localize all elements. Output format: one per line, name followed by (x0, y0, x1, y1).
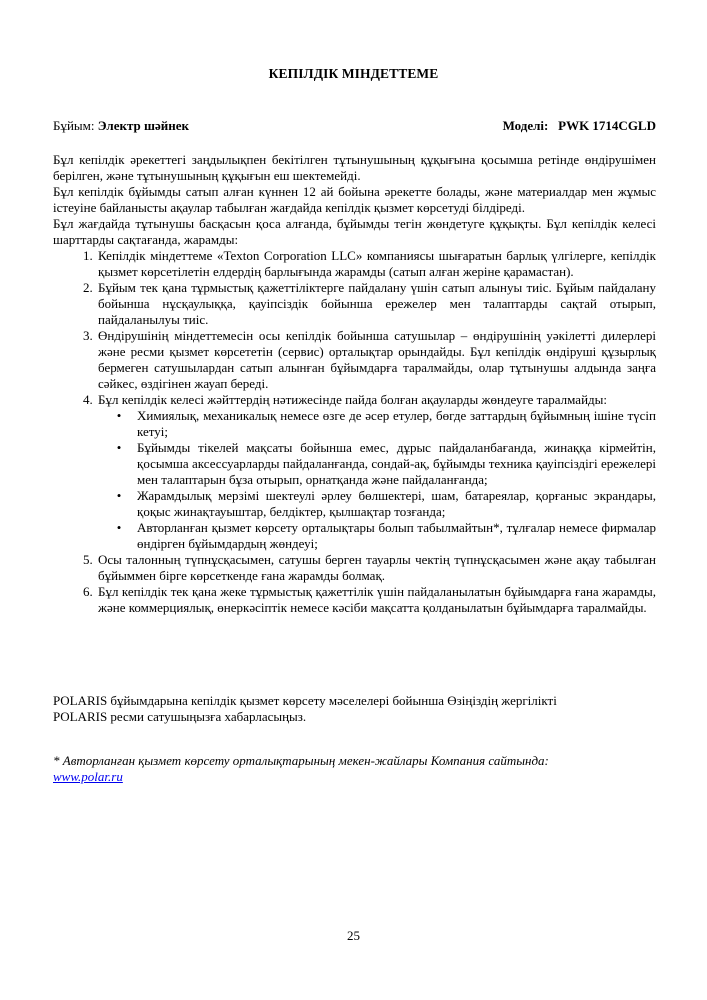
document-title: КЕПІЛДІК МІНДЕТТЕМЕ (268, 66, 439, 81)
footnote-text: * Авторланған қызмет көрсету орталықтарының мекен-жайлары Компания сайтында: (53, 753, 549, 768)
exclusion-item (116, 440, 656, 488)
bullet-icon: • (116, 408, 122, 423)
intro-paragraph: Бұл кепілдік бұйымды сатып алған күннен 12 ай бойына әрекетте болады, және материалдар мен жұмыс істеуіне байланысты ақаулар табылған жағдайда кепілдік қызмет көрсетуді білдіреді. (53, 184, 656, 215)
bullet-icon: • (116, 520, 122, 535)
model-value: PWK 1714CGLD (558, 118, 656, 133)
exclusions-list (53, 408, 656, 552)
footnote (53, 753, 656, 785)
product-label: Бұйым: (53, 118, 95, 133)
condition-item: 6. Бұл кепілдік тек қана жеке тұрмыстық қажеттілік үшін пайдаланылатын бұйымдарға ғана жарамды, және коммерциялық, өнеркәсіптік немесе кәсіби мақсатта қолданылатын бұйымдарға таралмайды. (96, 584, 656, 616)
condition-item: 5. Осы талонның түпнұсқасымен, сатушы берген тауарлы чектің түпнұсқасымен және ақау табылған бұйыммен бірге көрсеткенде ғана жарамды болмақ. (96, 552, 656, 584)
model-label: Моделі: (502, 118, 549, 133)
conditions-list (53, 248, 656, 408)
product-name: Электр шәйнек (97, 118, 189, 133)
conditions-list-continued (53, 552, 656, 616)
bullet-icon: • (116, 488, 122, 503)
bullet-icon: • (116, 440, 122, 455)
exclusion-text: Бұйымды тікелей мақсаты бойынша емес, дұрыс пайдаланбағанда, жинаққа кірмейтін, қосымша аксессуарларды пайдаланғанда, сондай-ақ, бұйымды техника қауіпсіздігі ережелері мен талаптарын бұза отырып, орнатқанда және пайдаланғанда; (137, 440, 656, 487)
condition-item: 4. Бұл кепілдік келесі жәйттердің нәтижесінде пайда болған ақауларды жөндеуге таралмайды: (96, 392, 656, 408)
condition-item: 2. Бұйым тек қана тұрмыстық қажеттіліктерге пайдалану үшін сатып алынуы тиіс. Бұйым пайдалану бойынша нұсқаулыққа, қауіпсіздік бойынша ережелер мен талаптарды сақтай отырып, пайдаланылуы тиіс. (96, 280, 656, 328)
contact-line: POLARIS ресми сатушыңызға хабарласыңыз. (53, 709, 307, 724)
exclusion-text: Химиялық, механикалық немесе өзге де әсер етулер, бөгде заттардың бұйымның ішіне түсіп кетуі; (137, 408, 656, 439)
exclusion-text: Авторланған қызмет көрсету орталықтары болып табылмайтын*, тұлғалар немесе фирмалар өндірген бұйымдардың жөндеуі; (137, 520, 656, 551)
exclusion-text: Жарамдылық мерзімі шектеулі әрлеу бөлшектері, шам, батареялар, қорғаныс экрандары, қоқыс жинақтауыштар, белдіктер, қылшақтар тозғанда; (137, 488, 656, 519)
condition-item: 1. Кепілдік міндеттеме «Texton Corporation LLC» компаниясы шығаратын барлық үлгілерге, кепілдік қызмет көрсетілетін елдердің барлығында жарамды (сатып алған жеріне қарамастан). (96, 248, 656, 280)
condition-item: 3. Өндірушінің міндеттемесін осы кепілдік бойынша сатушылар – өндірушінің уәкілетті дилерлері және ресми қызмет көрсететін (сервис) орталықтар орындайды. Бұл кепілдік өндіруші құзырлық бермеген сатушылардан сатып алынған бұйымдарға таралмайды, олар тұтынушы алдында заңға сәйкес, өздігінен жауап береді. (96, 328, 656, 392)
contact-paragraph (53, 693, 653, 725)
page-number: 25 (347, 928, 360, 943)
intro-paragraph: Бұл жағдайда тұтынушы басқасын қоса алғанда, бұйымды тегін жөндетуге құқықты. Бұл кепілдік келесі шарттарды сақтағанда, жарамды: (53, 216, 656, 247)
exclusion-item (116, 520, 656, 552)
exclusion-item (116, 488, 656, 520)
polar-website-link[interactable]: www.polar.ru (53, 769, 123, 784)
warranty-body (53, 152, 656, 616)
contact-line: POLARIS бұйымдарына кепілдік қызмет көрсету мәселелері бойынша Өзіңіздің жергілікті (53, 693, 557, 708)
model-field (503, 118, 656, 134)
product-field (53, 118, 189, 134)
exclusion-item (116, 408, 656, 440)
intro-paragraph: Бұл кепілдік әрекеттегі заңдылықпен бекітілген тұтынушының құқығына қосымша ретінде өндірушімен берілген, және тұтынушының құқығын еш шектемейді. (53, 152, 656, 183)
